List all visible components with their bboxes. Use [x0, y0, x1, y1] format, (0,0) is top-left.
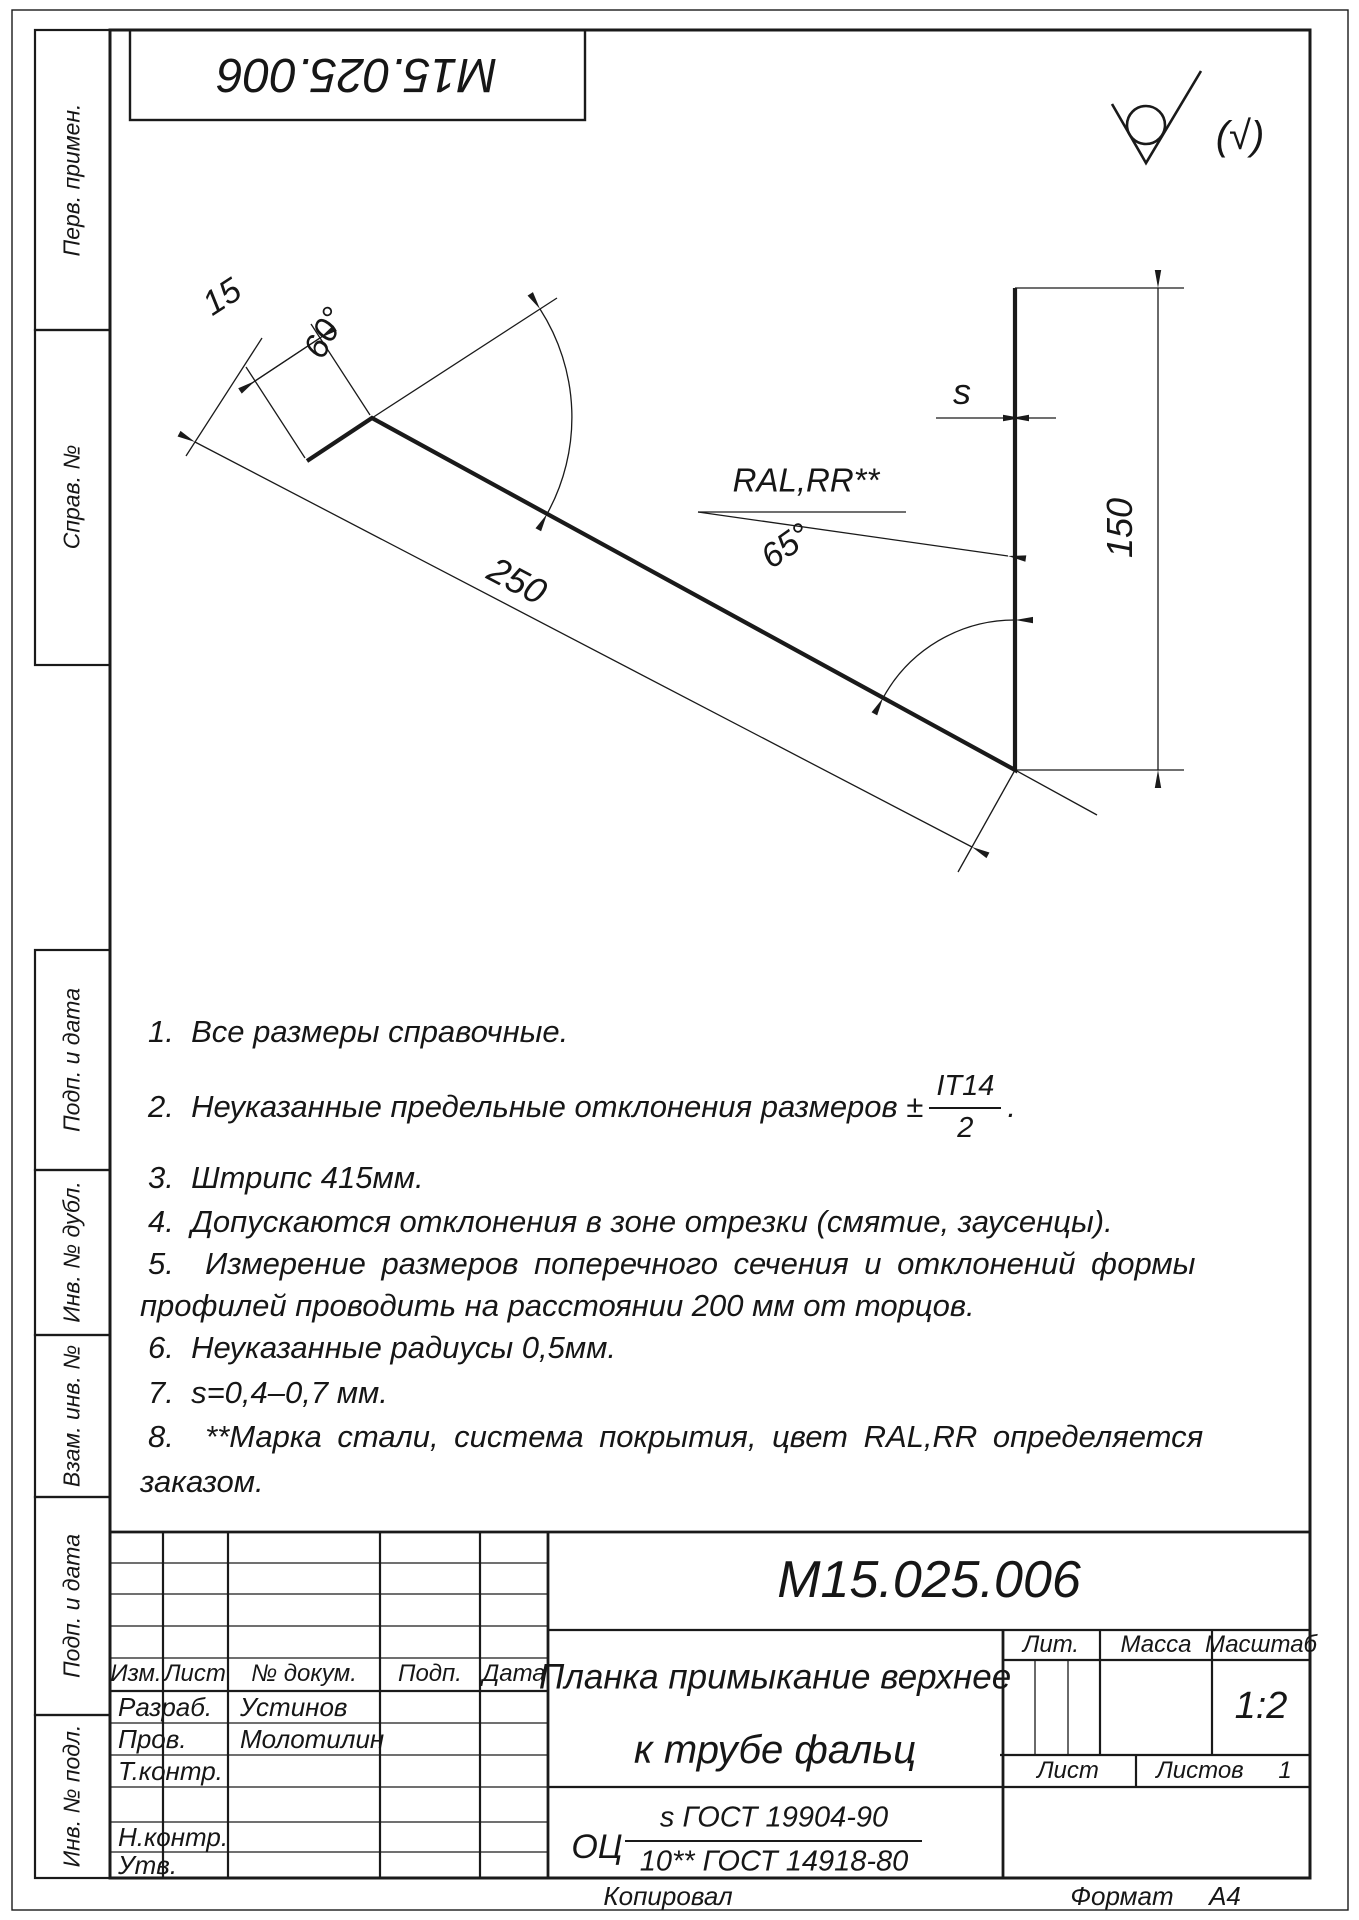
tb-name-line2: к трубе фальц [633, 1728, 917, 1772]
tb-row-prov-value: Молотилин [240, 1724, 385, 1754]
tb-doc-number: М15.025.006 [777, 1551, 1081, 1609]
tb-list-label: Лист [1037, 1757, 1099, 1784]
tb-material-prefix: ОЦ [571, 1828, 623, 1866]
footer-format-value: А4 [1209, 1881, 1241, 1911]
tb-row-tkontr-label: Т.контр. [118, 1756, 223, 1786]
tb-col-podp: Подп. [398, 1660, 462, 1687]
dim-15-label: 15 [195, 270, 249, 324]
dim-60-arc [540, 309, 572, 514]
tb-material-num: s ГОСТ 19904-90 [659, 1801, 889, 1834]
note-2-period: . [1007, 1089, 1017, 1125]
tb-col-izm: Изм. [110, 1660, 162, 1687]
dim-65-arc [883, 620, 1015, 698]
tb-listov-label: Листов [1156, 1757, 1244, 1784]
tb-row-razrab-value: Устинов [240, 1692, 348, 1722]
thickness-label: s [953, 371, 971, 412]
note-1: 1. Все размеры справочные. [148, 1014, 569, 1049]
top-doc-number: М15.025.006 [216, 48, 498, 101]
note-3: 3. Штрипс 415мм. [148, 1160, 424, 1195]
tb-row-prov-label: Пров. [118, 1724, 187, 1754]
tb-lit-label: Лит. [1022, 1631, 1080, 1658]
margin-label-podp2: Подп. и дата [58, 1534, 85, 1678]
note-7: 7. s=0,4–0,7 мм. [148, 1375, 388, 1410]
coating-leader [698, 512, 1008, 556]
note-2-text: 2. Неуказанные предельные отклонения размеров ± [148, 1089, 924, 1125]
surface-finish-icon [1112, 71, 1201, 163]
surface-mark-text: (√) [1215, 114, 1265, 158]
angle-65-label: 65° [754, 515, 818, 577]
note-8-line2: заказом. [140, 1464, 264, 1499]
extension-lines [186, 288, 1184, 872]
tb-row-razrab-label: Разраб. [118, 1692, 213, 1722]
dim-250-label: 250 [481, 548, 554, 613]
dim-150-label: 150 [1099, 497, 1140, 559]
frame-border [110, 30, 1310, 1878]
tb-row-nkontr-label: Н.контр. [118, 1822, 229, 1852]
tb-row-utv-label: Утв. [118, 1850, 178, 1880]
ext-60-flange [372, 298, 557, 418]
note-5-line1: 5. Измерение размеров поперечного сечения и отклонений формы [148, 1246, 1196, 1281]
margin-label-podp1: Подп. и дата [58, 988, 85, 1132]
surface-circle-icon [1127, 106, 1165, 144]
angle-60-label: 60° [296, 301, 354, 365]
note-8-line1: 8. **Марка стали, система покрытия, цвет RAL,RR определяется [148, 1419, 1204, 1454]
note-2-frac-den: 2 [957, 1112, 974, 1145]
dim-250-line [195, 442, 972, 847]
profile-outline [307, 288, 1015, 770]
tb-col-data: Дата [482, 1660, 546, 1687]
tb-listov-value: 1 [1278, 1757, 1292, 1784]
tb-scale-value: 1:2 [1234, 1685, 1288, 1727]
note-2-frac-num: IT14 [929, 1068, 1001, 1109]
footer-format-label: Формат [1070, 1881, 1174, 1911]
tb-massa-label: Масса [1120, 1631, 1192, 1658]
note-2-fraction [929, 1068, 1001, 1146]
footer-kopiroval: Копировал [603, 1881, 733, 1911]
tb-col-list: Лист [164, 1660, 226, 1687]
note-4: 4. Допускаются отклонения в зоне отрезки (смятие, заусенцы). [148, 1204, 1113, 1239]
tb-masshtab-label: Масштаб [1204, 1631, 1318, 1658]
note-2 [148, 1068, 1016, 1146]
margin-label-invdubl: Инв. № дубл. [58, 1181, 85, 1323]
margin-label-sprav: Справ. № [58, 444, 85, 550]
surface-check-icon [1112, 71, 1201, 163]
ext-250-b [958, 770, 1015, 872]
ext-250-a [186, 338, 262, 456]
margin-label-vzam: Взам. инв. № [58, 1344, 85, 1488]
tb-material-den: 10** ГОСТ 14918-80 [639, 1845, 909, 1878]
margin-label-perv: Перв. примен. [58, 103, 85, 257]
tb-col-doc: № докум. [251, 1660, 357, 1687]
note-5-line2: профилей проводить на расстоянии 200 мм от торцов. [140, 1288, 975, 1323]
tb-name-line1: Планка примыкание верхнее [538, 1657, 1012, 1697]
note-6: 6. Неуказанные радиусы 0,5мм. [148, 1330, 616, 1365]
coating-label: RAL,RR** [732, 461, 880, 499]
margin-label-invpodl: Инв. № подл. [58, 1724, 85, 1868]
ext-65-face [1015, 770, 1097, 815]
